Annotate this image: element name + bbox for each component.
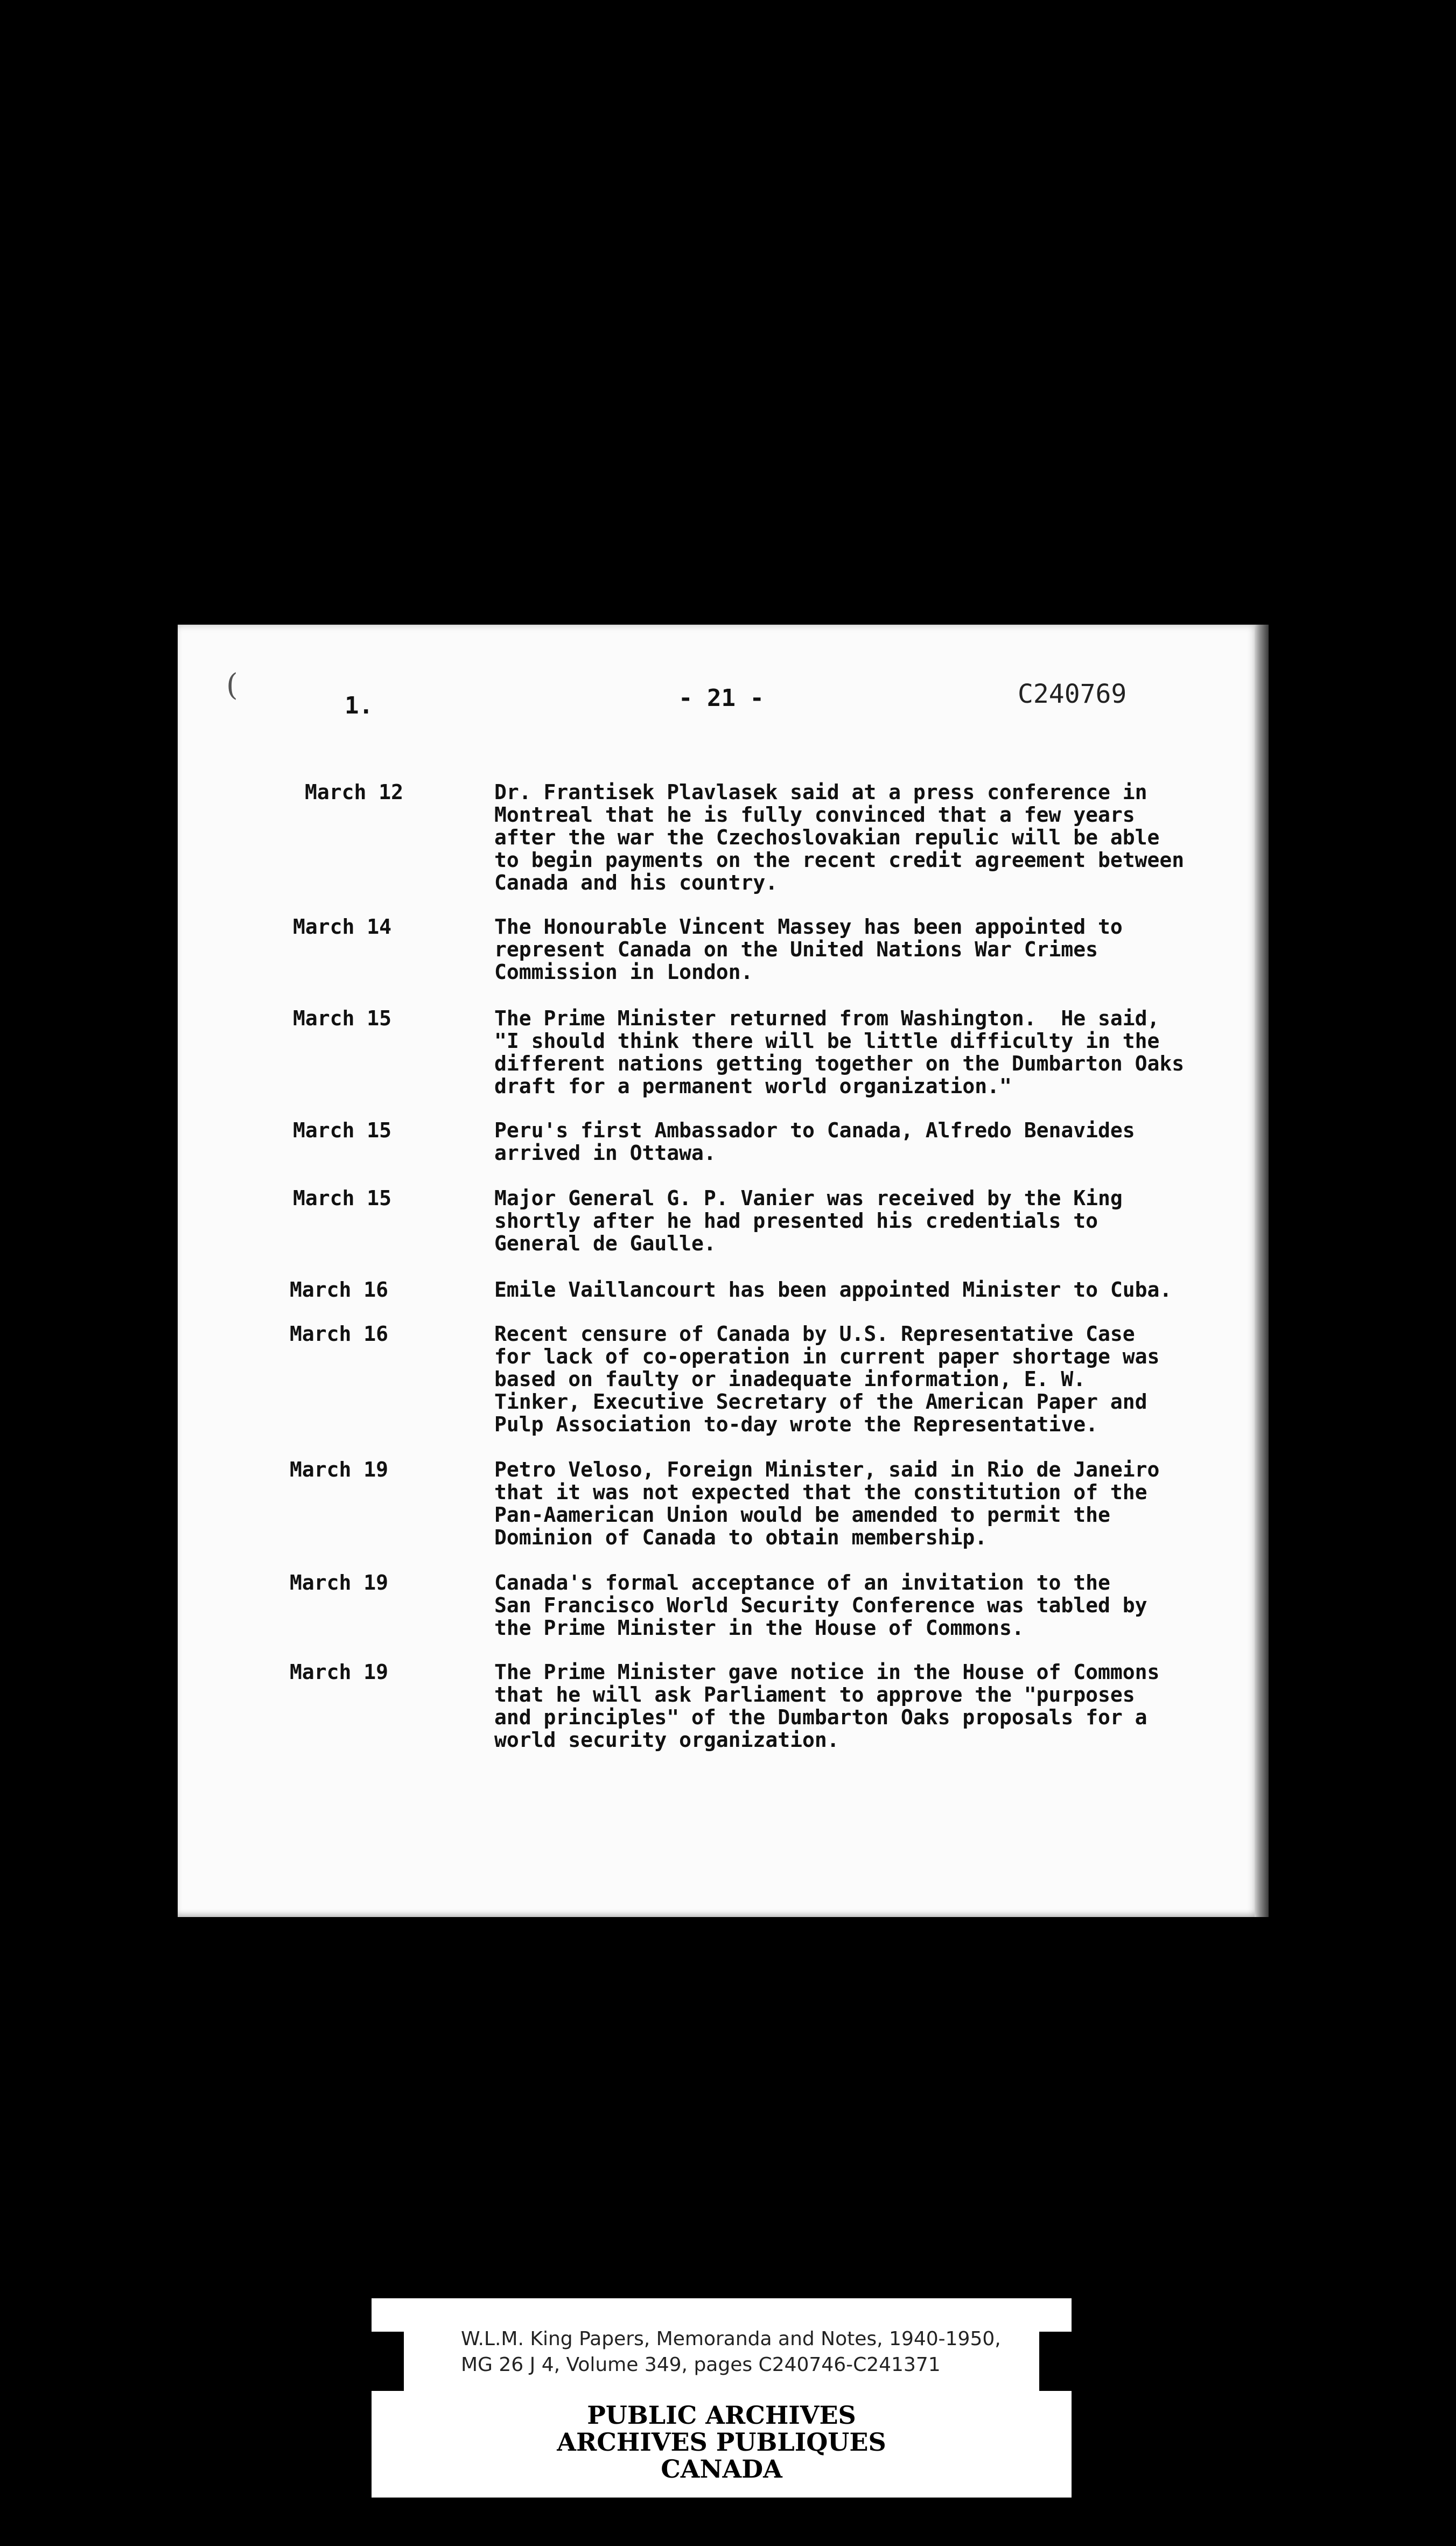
archives-line-3: CANADA [661,2454,782,2484]
entry-date: March 19 [290,1571,389,1594]
entry-date: March 14 [293,915,392,939]
entry-date: March 19 [290,1660,389,1684]
entry-line: that it was not expected that the constitution of the [494,1480,1147,1504]
entry-date: March 16 [290,1322,389,1346]
entry-line: Dr. Frantisek Plavlasek said at a press conference in [494,780,1147,804]
entry-line: The Prime Minister returned from Washington. He said, [494,1006,1160,1030]
document-id-stamp: C240769 [1018,679,1127,709]
entry-text [494,1187,1123,1255]
entry-line: world security organization. [494,1728,839,1752]
citation [461,2326,1001,2378]
entry-line: represent Canada on the United Nations War Crimes [494,938,1098,961]
entry-text [494,1119,1135,1164]
entry-line: "I should think there will be little difficulty in the [494,1029,1160,1053]
entry-line: the Prime Minister in the House of Commons. [494,1616,1024,1640]
entry-line: Tinker, Executive Secretary of the American Paper and [494,1390,1147,1414]
caption-tab-right [1039,2332,1072,2391]
entry-date: March 16 [290,1278,389,1302]
entry-date: March 12 [305,780,404,804]
entry-line: Pulp Association to-day wrote the Representative. [494,1412,1098,1436]
entry-line: to begin payments on the recent credit agreement between [494,848,1185,872]
archives-stamp [372,2402,1072,2482]
entry-line: Emile Vaillancourt has been appointed Minister to Cuba. [494,1278,1172,1302]
citation-line-1: W.L.M. King Papers, Memoranda and Notes, 1940-1950, [461,2328,1001,2350]
entry-line: Montreal that he is fully convinced that a few years [494,803,1135,827]
section-number: 1. [345,692,373,719]
entry-line: that he will ask Parliament to approve the "purposes [494,1683,1135,1706]
entry-text [494,915,1123,983]
entry-line: for lack of co-operation in current paper shortage was [494,1345,1160,1368]
entry-line: Peru's first Ambassador to Canada, Alfredo Benavides [494,1118,1135,1142]
entry-line: shortly after he had presented his credentials to [494,1209,1098,1233]
entry-line: The Prime Minister gave notice in the House of Commons [494,1660,1160,1684]
entry-line: based on faulty or inadequate information, E. W. [494,1367,1086,1391]
entry-line: Petro Veloso, Foreign Minister, said in Rio de Janeiro [494,1458,1160,1481]
entry-text [494,1323,1159,1436]
entry-line: arrived in Ottawa. [494,1141,716,1165]
entry-text [494,1458,1159,1549]
entry-line: Canada's formal acceptance of an invitation to the [494,1571,1110,1594]
archives-line-2: ARCHIVES PUBLIQUES [557,2428,886,2457]
entry-line: draft for a permanent world organization." [494,1074,1012,1098]
entry-line: San Francisco World Security Conference was tabled by [494,1593,1147,1617]
page-edge-shadow [1255,625,1269,1917]
entry-date: March 15 [293,1118,392,1142]
entry-text [494,1278,1172,1301]
caption-tab-left [372,2332,404,2391]
entry-text [494,1571,1147,1639]
entry-line: and principles" of the Dumbarton Oaks proposals for a [494,1705,1147,1729]
entry-line: Dominion of Canada to obtain membership. [494,1526,988,1549]
entry-line: General de Gaulle. [494,1232,716,1255]
entry-date: March 19 [290,1458,389,1481]
archives-line-1: PUBLIC ARCHIVES [587,2401,856,2430]
entry-date: March 15 [293,1006,392,1030]
entry-text [494,1007,1184,1097]
page-number: - 21 - [678,684,764,712]
entry-line: Canada and his country. [494,871,778,894]
entry-line: Recent censure of Canada by U.S. Representative Case [494,1322,1135,1346]
stray-mark: ( [226,668,238,703]
entry-date: March 15 [293,1186,392,1210]
citation-line-2: MG 26 J 4, Volume 349, pages C240746-C241371 [461,2354,941,2376]
entry-line: Pan-Aamerican Union would be amended to permit the [494,1503,1110,1527]
entry-line: different nations getting together on the Dumbarton Oaks [494,1052,1185,1075]
entry-text [494,781,1184,894]
entry-line: The Honourable Vincent Massey has been appointed to [494,915,1123,939]
entry-line: Major General G. P. Vanier was received by the King [494,1186,1123,1210]
entry-text [494,1661,1159,1751]
entry-line: after the war the Czechoslovakian repulic will be able [494,826,1160,849]
entry-line: Commission in London. [494,960,753,984]
